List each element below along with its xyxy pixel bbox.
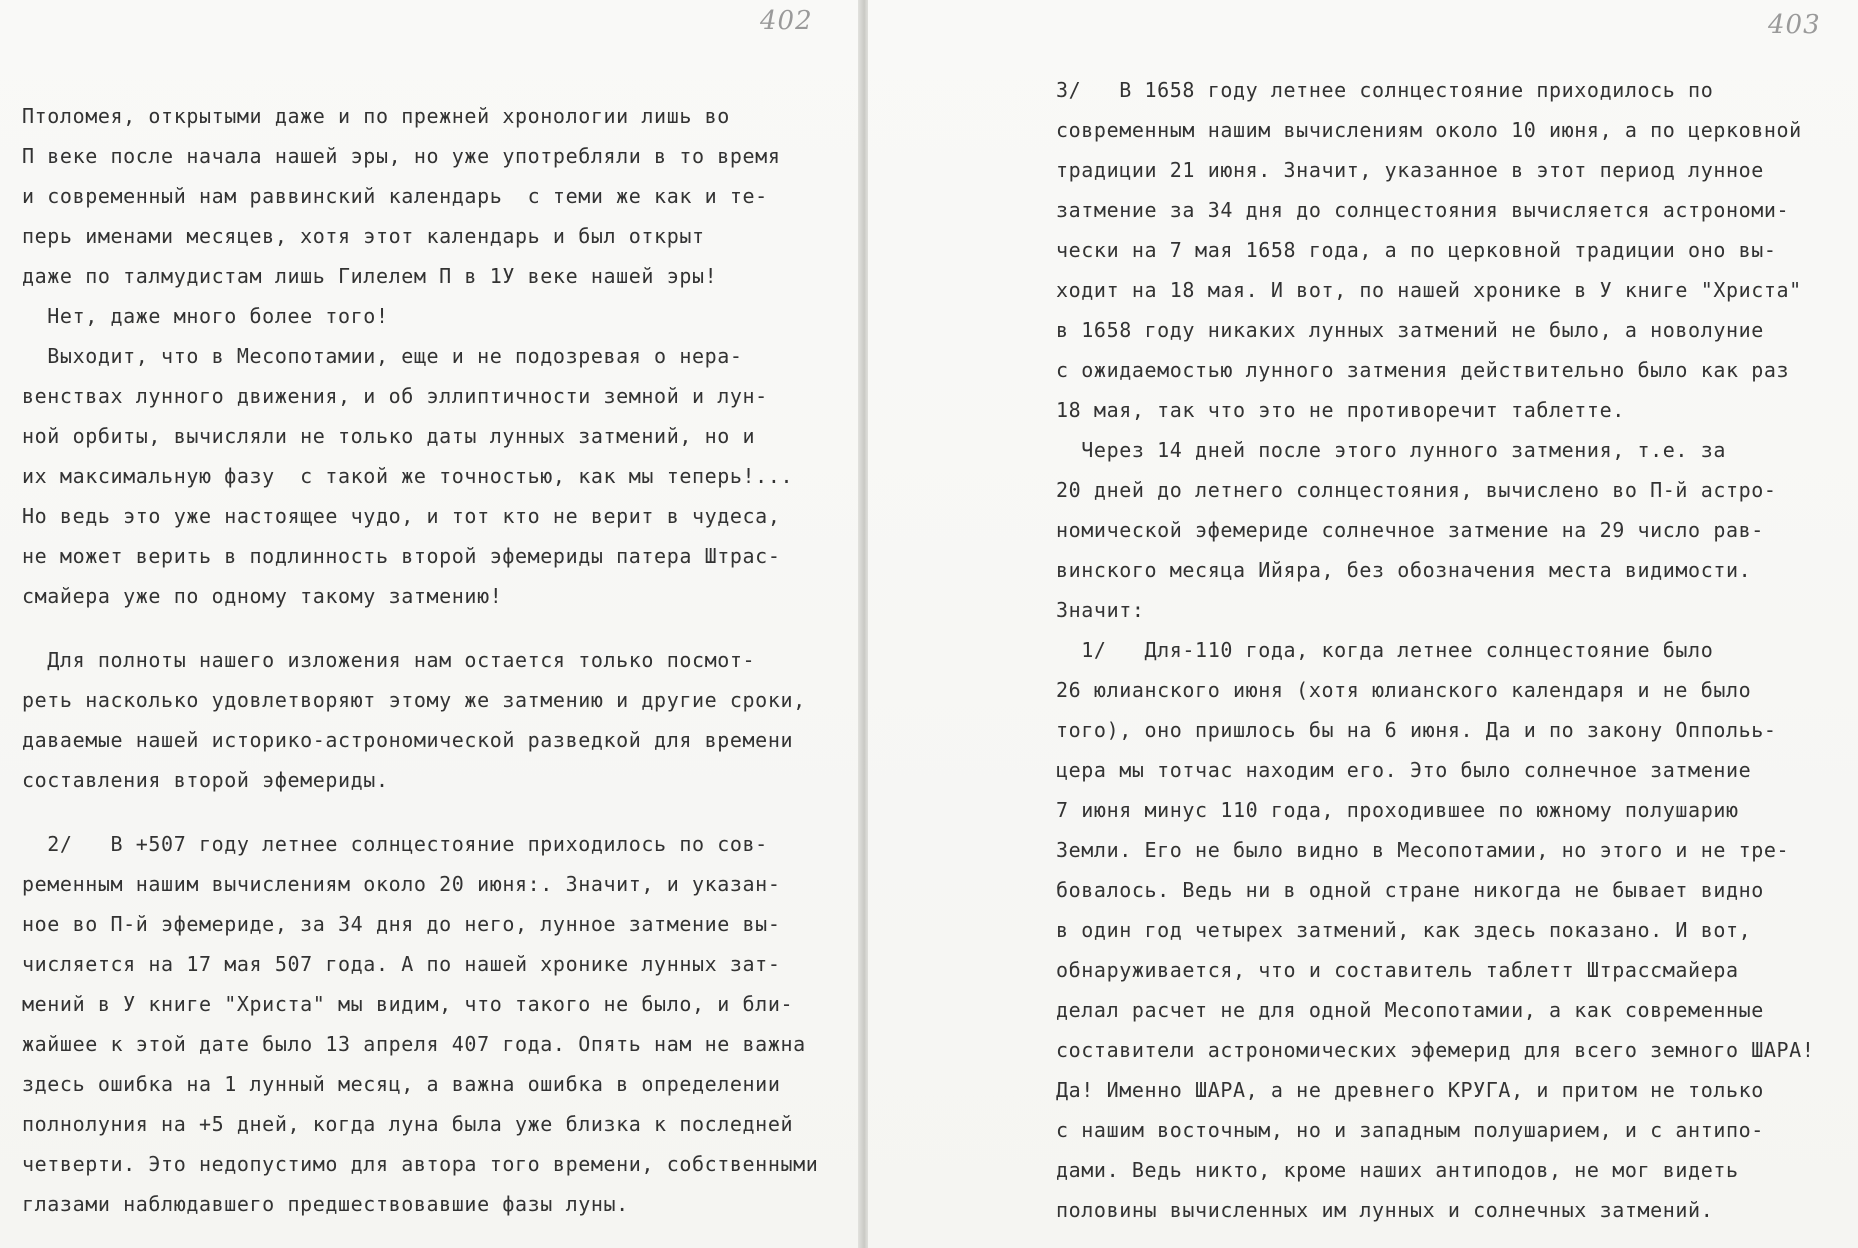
text-line: Значит: <box>1056 598 1145 622</box>
text-line: Нет, даже много более того! <box>22 304 389 328</box>
text-line: в 1658 году никаких лунных затмений не было, а новолуние <box>1056 318 1764 342</box>
text-line: 18 мая, так что это не противоречит таблетте. <box>1056 398 1625 422</box>
text-line: 1/ Для-110 года, когда летнее солнцестояние было <box>1056 638 1714 662</box>
text-line: четверти. Это недопустимо для автора того времени, собственными <box>22 1152 819 1176</box>
text-line: ходит на 18 мая. И вот, по нашей хронике в У книге "Христа" <box>1056 278 1802 302</box>
text-line: половины вычисленных им лунных и солнечных затмений. <box>1056 1198 1714 1222</box>
text-line: не может верить в подлинность второй эфемериды патера Штрас- <box>22 544 781 568</box>
text-line: делал расчет не для одной Месопотамии, а как современные <box>1056 998 1764 1022</box>
right-page-number: 403 <box>1768 10 1821 40</box>
text-line: 3/ В 1658 году летнее солнцестояние приходилось по <box>1056 78 1714 102</box>
text-line: бовалось. Ведь ни в одной стране никогда не бывает видно <box>1056 878 1764 902</box>
text-line: 7 июня минус 110 года, проходившее по южному полушарию <box>1056 798 1739 822</box>
text-line: цера мы тотчас находим его. Это было солнечное затмение <box>1056 758 1752 782</box>
text-line: перь именами месяцев, хотя этот календарь и был открыт <box>22 224 705 248</box>
left-page-text <box>22 96 852 1224</box>
text-line: дами. Ведь никто, кроме наших антиподов, не мог видеть <box>1056 1158 1739 1182</box>
text-line: ной орбиты, вычисляли не только даты лунных затмений, но и <box>22 424 756 448</box>
text-line: реть насколько удовлетворяют этому же затмению и другие сроки, <box>22 688 806 712</box>
text-line: винского месяца Ийяра, без обозначения места видимости. <box>1056 558 1752 582</box>
text-line: смайера уже по одному такому затмению! <box>22 584 503 608</box>
text-line: венствах лунного движения, и об эллиптичности земной и лун- <box>22 384 768 408</box>
text-line: Да! Именно ШАРА, а не древнего КРУГА, и притом не только <box>1056 1078 1764 1102</box>
text-line: числяется на 17 мая 507 года. А по нашей хронике лунных зат- <box>22 952 781 976</box>
text-line: полнолуния на +5 дней, когда луна была уже близка к последней <box>22 1112 794 1136</box>
text-line: того), оно пришлось бы на 6 июня. Да и по закону Оппольь- <box>1056 718 1777 742</box>
text-line: в один год четырех затмений, как здесь показано. И вот, <box>1056 918 1752 942</box>
text-line: обнаруживается, что и составитель таблетт Штрассмайера <box>1056 958 1739 982</box>
text-line: и современный нам раввинский календарь с теми же как и те- <box>22 184 768 208</box>
text-line: традиции 21 июня. Значит, указанное в этот период лунное <box>1056 158 1764 182</box>
text-line: чески на 7 мая 1658 года, а по церковной традиции оно вы- <box>1056 238 1777 262</box>
right-page-text <box>1056 70 1846 1230</box>
text-line: 26 юлианского июня (хотя юлианского календаря и не было <box>1056 678 1752 702</box>
text-line: Птоломея, открытыми даже и по прежней хронологии лишь во <box>22 104 730 128</box>
text-line: П веке после начала нашей эры, но уже употребляли в то время <box>22 144 781 168</box>
text-line: глазами наблюдавшего предшествовавшие фазы луны. <box>22 1192 629 1216</box>
text-line: ное во П-й эфемериде, за 34 дня до него, лунное затмение вы- <box>22 912 781 936</box>
text-line: 2/ В +507 году летнее солнцестояние приходилось по сов- <box>22 832 768 856</box>
text-line: номической эфемериде солнечное затмение на 29 число рав- <box>1056 518 1764 542</box>
text-line: 20 дней до летнего солнцестояния, вычислено во П-й астро- <box>1056 478 1777 502</box>
text-line: Для полноты нашего изложения нам остается только посмот- <box>22 648 756 672</box>
text-line: Но ведь это уже настоящее чудо, и тот кто не верит в чудеса, <box>22 504 781 528</box>
paragraph-gap <box>22 616 852 640</box>
text-line: составители астрономических эфемерид для всего земного ШАРА! <box>1056 1038 1815 1062</box>
text-line: составления второй эфемериды. <box>22 768 389 792</box>
text-line: современным нашим вычислениям около 10 июня, а по церковной <box>1056 118 1802 142</box>
paragraph-gap <box>22 800 852 824</box>
text-line: даже по талмудистам лишь Гилелем П в 1У веке нашей эры! <box>22 264 718 288</box>
text-line: их максимальную фазу с такой же точностью, как мы теперь!... <box>22 464 794 488</box>
text-line: затмение за 34 дня до солнцестояния вычисляется астрономи- <box>1056 198 1790 222</box>
text-line: Через 14 дней после этого лунного затмения, т.е. за <box>1056 438 1726 462</box>
text-line: с нашим восточным, но и западным полушарием, и с антипо- <box>1056 1118 1764 1142</box>
text-line: ременным нашим вычислениям около 20 июня:. Значит, и указан- <box>22 872 781 896</box>
left-page-number: 402 <box>760 6 813 36</box>
text-line: Выходит, что в Месопотамии, еще и не подозревая о нера- <box>22 344 743 368</box>
text-line: с ожидаемостью лунного затмения действительно было как раз <box>1056 358 1790 382</box>
text-line: мений в У книге "Христа" мы видим, что такого не было, и бли- <box>22 992 794 1016</box>
text-line: Земли. Его не было видно в Месопотамии, но этого и не тре- <box>1056 838 1790 862</box>
text-line: жайшее к этой дате было 13 апреля 407 года. Опять нам не важна <box>22 1032 806 1056</box>
text-line: здесь ошибка на 1 лунный месяц, а важна ошибка в определении <box>22 1072 781 1096</box>
text-line: даваемые нашей историко-астрономической разведкой для времени <box>22 728 794 752</box>
